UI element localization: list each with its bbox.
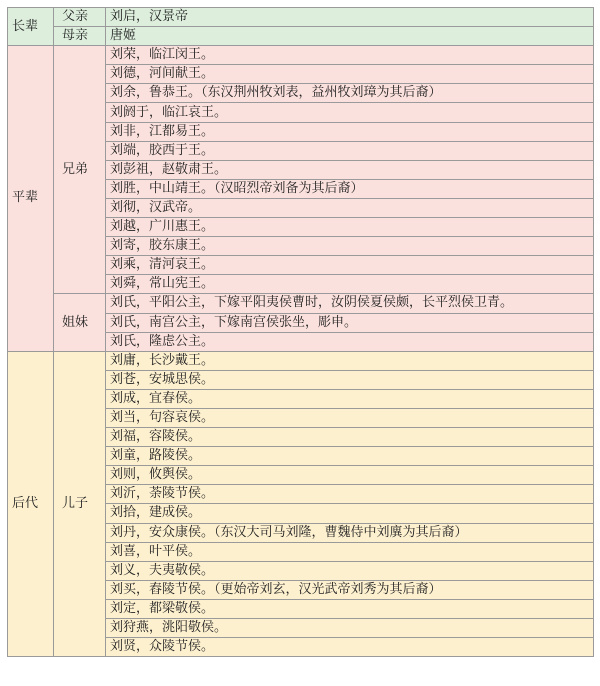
brother-cell: 刘端，胶西于王。 xyxy=(106,141,594,160)
brother-cell: 刘德，河间献王。 xyxy=(106,65,594,84)
brother-cell: 刘舜，常山宪王。 xyxy=(106,275,594,294)
table-row xyxy=(8,294,594,313)
generation-peer: 平辈 xyxy=(8,46,54,352)
son-cell: 刘拾，建成侯。 xyxy=(106,504,594,523)
brother-cell: 刘彻，汉武帝。 xyxy=(106,198,594,217)
son-cell: 刘当，句容哀侯。 xyxy=(106,408,594,427)
son-cell: 刘庸，长沙戴王。 xyxy=(106,351,594,370)
relation-mother: 母亲 xyxy=(54,27,106,46)
table-row xyxy=(8,351,594,370)
son-cell: 刘喜，叶平侯。 xyxy=(106,542,594,561)
son-cell: 刘沂，荼陵节侯。 xyxy=(106,485,594,504)
brother-cell: 刘荣，临江闵王。 xyxy=(106,46,594,65)
son-cell: 刘苍，安城思侯。 xyxy=(106,370,594,389)
son-cell: 刘童，路陵侯。 xyxy=(106,447,594,466)
family-table xyxy=(7,7,594,657)
son-cell: 刘贤，众陵节侯。 xyxy=(106,638,594,657)
son-cell: 刘义，夫夷敬侯。 xyxy=(106,561,594,580)
son-cell: 刘福，容陵侯。 xyxy=(106,428,594,447)
brother-cell: 刘非，江都易王。 xyxy=(106,122,594,141)
table-row xyxy=(8,8,594,27)
brother-cell: 刘阏于，临江哀王。 xyxy=(106,103,594,122)
generation-elder: 长辈 xyxy=(8,8,54,46)
son-cell: 刘狩燕，洮阳敬侯。 xyxy=(106,619,594,638)
brother-cell: 刘余，鲁恭王。（东汉荆州牧刘表，益州牧刘璋为其后裔） xyxy=(106,84,594,103)
relation-father: 父亲 xyxy=(54,8,106,27)
father-cell: 刘启，汉景帝 xyxy=(106,8,594,27)
table-row xyxy=(8,46,594,65)
generation-desc: 后代 xyxy=(8,351,54,657)
son-cell: 刘则，攸舆侯。 xyxy=(106,466,594,485)
son-cell: 刘买，舂陵节侯。（更始帝刘玄，汉光武帝刘秀为其后裔） xyxy=(106,580,594,599)
table-row xyxy=(8,27,594,46)
son-cell: 刘丹，安众康侯。（东汉大司马刘隆，曹魏侍中刘廙为其后裔） xyxy=(106,523,594,542)
brother-cell: 刘胜，中山靖王。（汉昭烈帝刘备为其后裔） xyxy=(106,179,594,198)
relation-sisters: 姐妹 xyxy=(54,294,106,351)
mother-cell: 唐姬 xyxy=(106,27,594,46)
brother-cell: 刘越，广川惠王。 xyxy=(106,218,594,237)
sister-cell: 刘氏，南宫公主，下嫁南宫侯张坐，彫申。 xyxy=(106,313,594,332)
brother-cell: 刘彭祖，赵敬肃王。 xyxy=(106,160,594,179)
son-cell: 刘成，宜春侯。 xyxy=(106,389,594,408)
sister-cell: 刘氏，平阳公主，下嫁平阳夷侯曹时，汝阴侯夏侯颇，长平烈侯卫青。 xyxy=(106,294,594,313)
brother-cell: 刘乘，清河哀王。 xyxy=(106,256,594,275)
relation-brothers: 兄弟 xyxy=(54,46,106,294)
brother-cell: 刘寄，胶东康王。 xyxy=(106,237,594,256)
sister-cell: 刘氏，隆虑公主。 xyxy=(106,332,594,351)
relation-sons: 儿子 xyxy=(54,351,106,657)
son-cell: 刘定，都梁敬侯。 xyxy=(106,599,594,618)
